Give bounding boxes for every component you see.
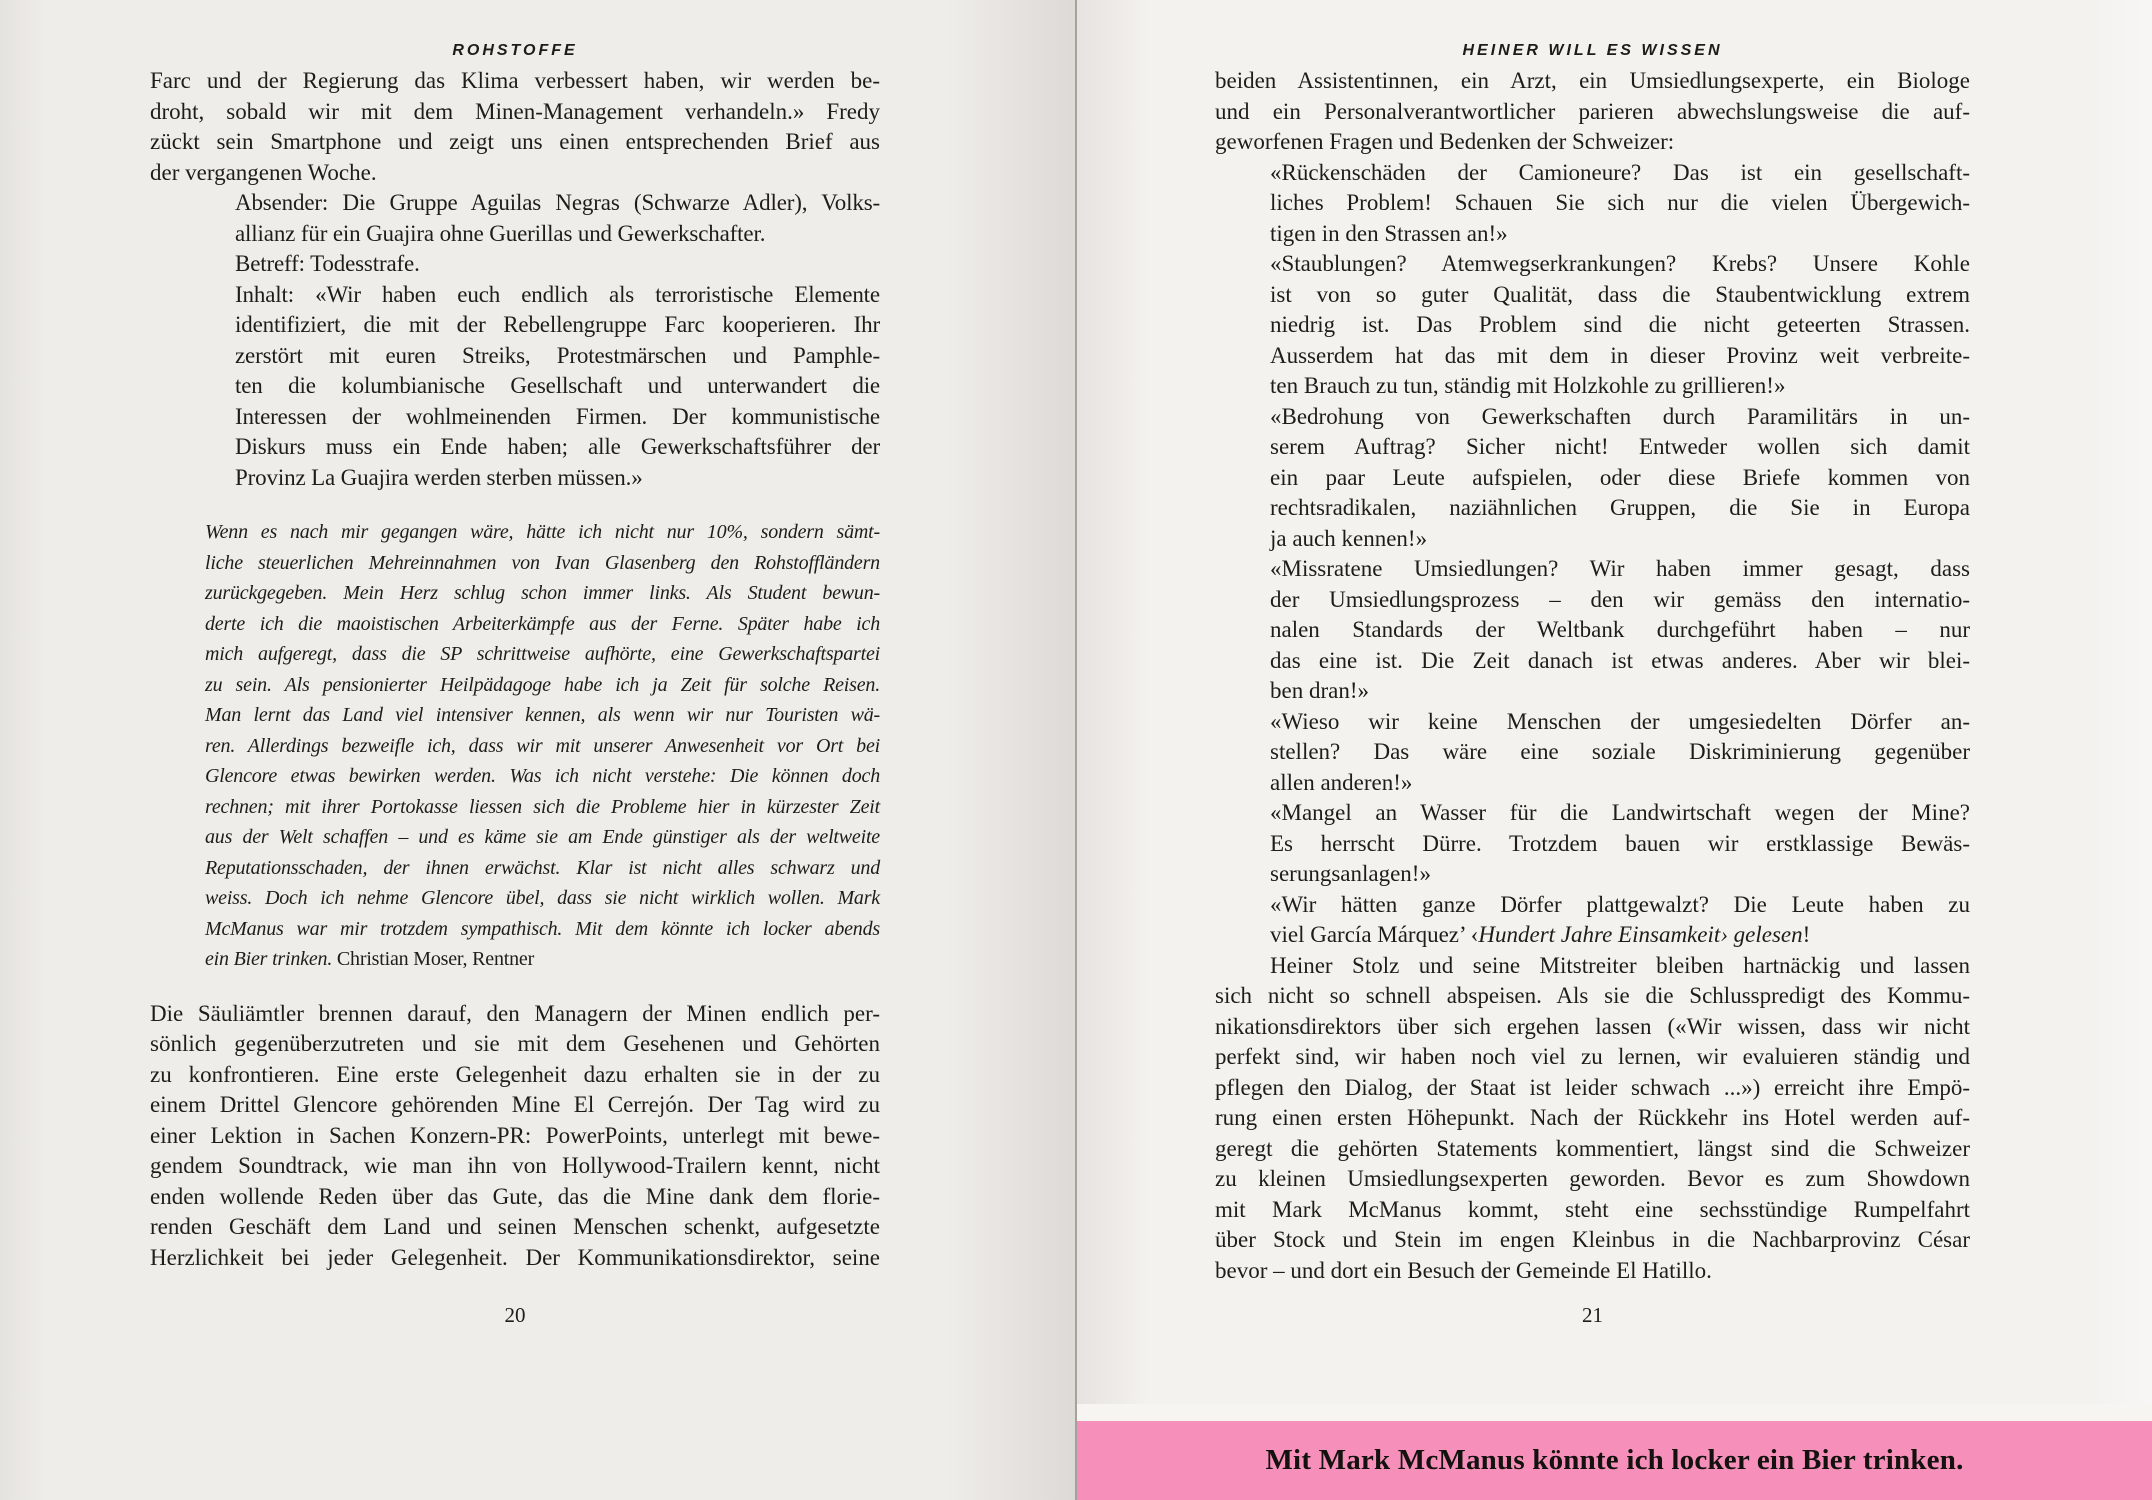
text-line: liches Problem! Schauen Sie sich nur die vielen Übergewich- xyxy=(1270,190,1970,215)
heiner-paragraph xyxy=(1215,951,1970,1287)
text-line: ten Brauch zu tun, ständig mit Holzkohle zu grillieren!» xyxy=(1270,373,1786,398)
text-line: viel García Márquez’ ‹Hundert Jahre Einsamkeit› gelesen! xyxy=(1270,922,1811,947)
text-line: renden Geschäft dem Land und seinen Menschen schenkt, aufgesetzte xyxy=(150,1214,880,1239)
text-line: das eine ist. Die Zeit danach ist etwas anderes. Aber wir blei- xyxy=(1270,647,1970,673)
text-line: beiden Assistentinnen, ein Arzt, ein Umsiedlungsexperte, ein Biologe xyxy=(1215,68,1970,93)
text-line: zu kleinen Umsiedlungsexperten geworden. Bevor es zum Showdown xyxy=(1215,1166,1970,1191)
quote-banner xyxy=(1077,1421,2152,1500)
text-line: «Wieso wir keine Menschen der umgesiedelten Dörfer an- xyxy=(1270,708,1970,734)
text-line: der Umsiedlungsprozess – den wir gemäss den internatio- xyxy=(1270,586,1970,612)
traveler-commentary-italic xyxy=(150,517,880,975)
page-bottom-edge xyxy=(1077,1404,2152,1421)
text-line: Heiner Stolz und seine Mitstreiter bleiben hartnäckig und lassen xyxy=(1270,952,1970,978)
text-line: Ausserdem hat das mit dem in dieser Provinz weit verbreite- xyxy=(1270,342,1970,368)
text-line: gendem Soundtrack, wie man ihn von Hollywood-Trailern kennt, nicht xyxy=(150,1153,880,1178)
text-line: Farc und der Regierung das Klima verbessert haben, wir werden be- xyxy=(150,68,880,93)
text-line: Absender: Die Gruppe Aguilas Negras (Schwarze Adler), Volks- xyxy=(235,190,880,215)
text-line: und ein Personalverantwortlicher parieren abwechslungsweise die auf- xyxy=(1215,98,1970,124)
text-line: serem Auftrag? Sicher nicht! Entweder wollen sich damit xyxy=(1270,434,1970,459)
text-line: stellen? Das wäre eine soziale Diskriminierung gegenüber xyxy=(1270,739,1970,764)
page-number-right: 21 xyxy=(1582,1303,1603,1327)
text-line: zu sein. Als pensionierter Heilpädagoge habe ich ja Zeit für solche Reisen. xyxy=(205,673,880,696)
opening-paragraph xyxy=(150,66,880,188)
text-line: enden wollende Reden über das Gute, das die Mine dank dem florie- xyxy=(150,1183,880,1209)
page-number-left: 20 xyxy=(504,1303,526,1327)
right-text-column xyxy=(1215,66,1970,1286)
text-line: rechtsradikalen, naziähnlichen Gruppen, die Sie in Europa xyxy=(1270,495,1970,520)
text-line: mit Mark McManus kommt, steht eine sechsstündige Rumpelfahrt xyxy=(1215,1196,1970,1222)
text-line: zückt sein Smartphone und zeigt uns einen entsprechenden Brief aus xyxy=(150,129,880,154)
text-line: über Stock und Stein im engen Kleinbus in die Nachbarprovinz César xyxy=(1215,1227,1970,1252)
text-line: Provinz La Guajira werden sterben müssen.» xyxy=(235,464,643,490)
text-line: Reputationsschaden, der ihnen erwächst. Klar ist nicht alles schwarz und xyxy=(205,856,880,879)
quote-banner-text: Mit Mark McManus könnte ich locker ein Bier trinken. xyxy=(1265,1444,1964,1476)
text-line: Interessen der wohlmeinenden Firmen. Der kommunistische xyxy=(235,403,880,429)
text-line: pflegen den Dialog, der Staat ist leider schwach ...») erreicht ihre Empö- xyxy=(1215,1074,1970,1100)
text-line: Wenn es nach mir gegangen wäre, hätte ich nicht nur 10%, sondern sämt- xyxy=(205,521,880,543)
running-header-right: HEINER WILL ES WISSEN xyxy=(1462,42,1723,59)
text-line: «Missratene Umsiedlungen? Wir haben immer gesagt, dass xyxy=(1270,556,1970,581)
left-text-column xyxy=(150,66,880,1273)
text-line: Es herrscht Dürre. Trotzdem bauen wir erstklassige Bewäs- xyxy=(1270,830,1970,856)
opening-paragraph xyxy=(1215,66,1970,158)
text-line: geworfenen Fragen und Bedenken der Schweizer: xyxy=(1215,129,1675,154)
text-line: weiss. Doch ich nehme Glencore übel, dass sie nicht wirklich wollen. Mark xyxy=(205,887,880,909)
text-line: rechnen; mit ihrer Portokasse liessen sich die Probleme hier in kürzester Zeit xyxy=(205,795,880,818)
text-line: zerstört mit euren Streiks, Protestmärschen und Pamphle- xyxy=(235,342,880,368)
text-line: tigen in den Strassen an!» xyxy=(1270,220,1508,246)
text-line: ein Bier trinken. Christian Moser, Rentner xyxy=(205,948,535,970)
text-line: nalen Standards der Weltbank durchgeführt haben – nur xyxy=(1270,617,1970,642)
text-line: Man lernt das Land viel intensiver kennen, als wenn wir nur Touristen wä- xyxy=(205,704,880,726)
running-header-left: ROHSTOFFE xyxy=(452,42,578,59)
gutter-shadow-left xyxy=(946,0,1075,1500)
text-line: zurückgegeben. Mein Herz schlug schon immer links. Als Student bewun- xyxy=(205,582,880,604)
text-line: ein paar Leute aufspielen, oder diese Briefe kommen von xyxy=(1270,464,1970,490)
text-line: «Rückenschäden der Camioneure? Das ist ein gesellschaft- xyxy=(1270,159,1970,185)
text-line: geregt die gehörten Statements kommentiert, längst sind die Schweizer xyxy=(1215,1135,1970,1161)
text-line: ten die kolumbianische Gesellschaft und unterwandert die xyxy=(235,373,880,398)
threat-letter-block xyxy=(150,188,880,493)
text-line: identifiziert, die mit der Rebellengruppe Farc kooperieren. Ihr xyxy=(235,312,880,337)
text-line: droht, sobald wir mit dem Minen-Management verhandeln.» Fredy xyxy=(150,98,880,124)
text-line: sich nicht so schnell abspeisen. Als sie die Schlusspredigt des Kommu- xyxy=(1215,983,1970,1008)
text-line: Betreff: Todesstrafe. xyxy=(235,251,420,276)
text-line: serungsanlagen!» xyxy=(1270,861,1431,886)
text-line: perfekt sind, wir haben noch viel zu lernen, wir evaluieren ständig und xyxy=(1215,1044,1970,1069)
text-line: einem Drittel Glencore gehörenden Mine El Cerrejón. Der Tag wird zu xyxy=(150,1092,880,1117)
text-line: sönlich gegenüberzutreten und sie mit dem Gesehenen und Gehörten xyxy=(150,1031,880,1056)
text-line: nikationsdirektors über sich ergehen lassen («Wir wissen, dass wir nicht xyxy=(1215,1013,1970,1039)
text-line: «Mangel an Wasser für die Landwirtschaft wegen der Mine? xyxy=(1270,800,1970,825)
text-line: Inhalt: «Wir haben euch endlich als terroristische Elemente xyxy=(235,281,880,307)
text-line: «Staublungen? Atemwegserkrankungen? Krebs? Unsere Kohle xyxy=(1270,251,1970,276)
text-line: ja auch kennen!» xyxy=(1270,525,1428,551)
pr-quote-block xyxy=(1215,158,1970,951)
text-line: ist von so guter Qualität, dass die Staubentwicklung extrem xyxy=(1270,281,1970,307)
left-page-edge-shading xyxy=(0,0,46,1500)
text-line: «Wir hätten ganze Dörfer plattgewalzt? Die Leute haben zu xyxy=(1270,891,1970,917)
text-line: ren. Allerdings bezweifle ich, dass wir mit unserer Anwesenheit vor Ort bei xyxy=(205,734,880,757)
text-line: mich aufgeregt, dass die SP schrittweise aufhörte, eine Gewerkschaftspartei xyxy=(205,643,880,665)
text-line: aus der Welt schaffen – und es käme sie am Ende günstiger als der weltweite xyxy=(205,826,880,848)
text-line: «Bedrohung von Gewerkschaften durch Paramilitärs in un- xyxy=(1270,403,1970,429)
text-line: Glencore etwas bewirken werden. Was ich nicht verstehe: Die können doch xyxy=(205,765,880,787)
text-line: liche steuerlichen Mehreinnahmen von Ivan Glasenberg den Rohstoffländern xyxy=(205,551,880,574)
text-line: einer Lektion in Sachen Konzern-PR: PowerPoints, unterlegt mit bewe- xyxy=(150,1122,880,1148)
text-line: bevor – und dort ein Besuch der Gemeinde El Hatillo. xyxy=(1215,1257,1712,1283)
text-line: Diskurs muss ein Ende haben; alle Gewerkschaftsführer der xyxy=(235,434,880,459)
text-line: allianz für ein Guajira ohne Guerillas und Gewerkschafter. xyxy=(235,220,766,246)
text-line: Herzlichkeit bei jeder Gelegenheit. Der Kommunikationsdirektor, seine xyxy=(150,1244,880,1270)
text-line: ben dran!» xyxy=(1270,678,1369,703)
gutter-shadow-right xyxy=(1077,0,1149,1500)
text-line: niedrig ist. Das Problem sind die nicht geteerten Strassen. xyxy=(1270,312,1970,337)
text-line: McManus war mir trotzdem sympathisch. Mit dem könnte ich locker abends xyxy=(205,917,880,940)
text-line: allen anderen!» xyxy=(1270,769,1413,795)
text-line: Die Säuliämtler brennen darauf, den Managern der Minen endlich per- xyxy=(150,1000,880,1026)
closing-paragraph xyxy=(150,999,880,1274)
text-line: der vergangenen Woche. xyxy=(150,159,377,185)
text-line: rung einen ersten Höhepunkt. Nach der Rückkehr ins Hotel werden auf- xyxy=(1215,1105,1970,1130)
text-line: derte ich die maoistischen Arbeiterkämpfe aus der Ferne. Später habe ich xyxy=(205,612,880,635)
text-line: zu konfrontieren. Eine erste Gelegenheit dazu erhalten sie in der zu xyxy=(150,1061,880,1087)
right-page-edge-shading xyxy=(2092,0,2152,1500)
